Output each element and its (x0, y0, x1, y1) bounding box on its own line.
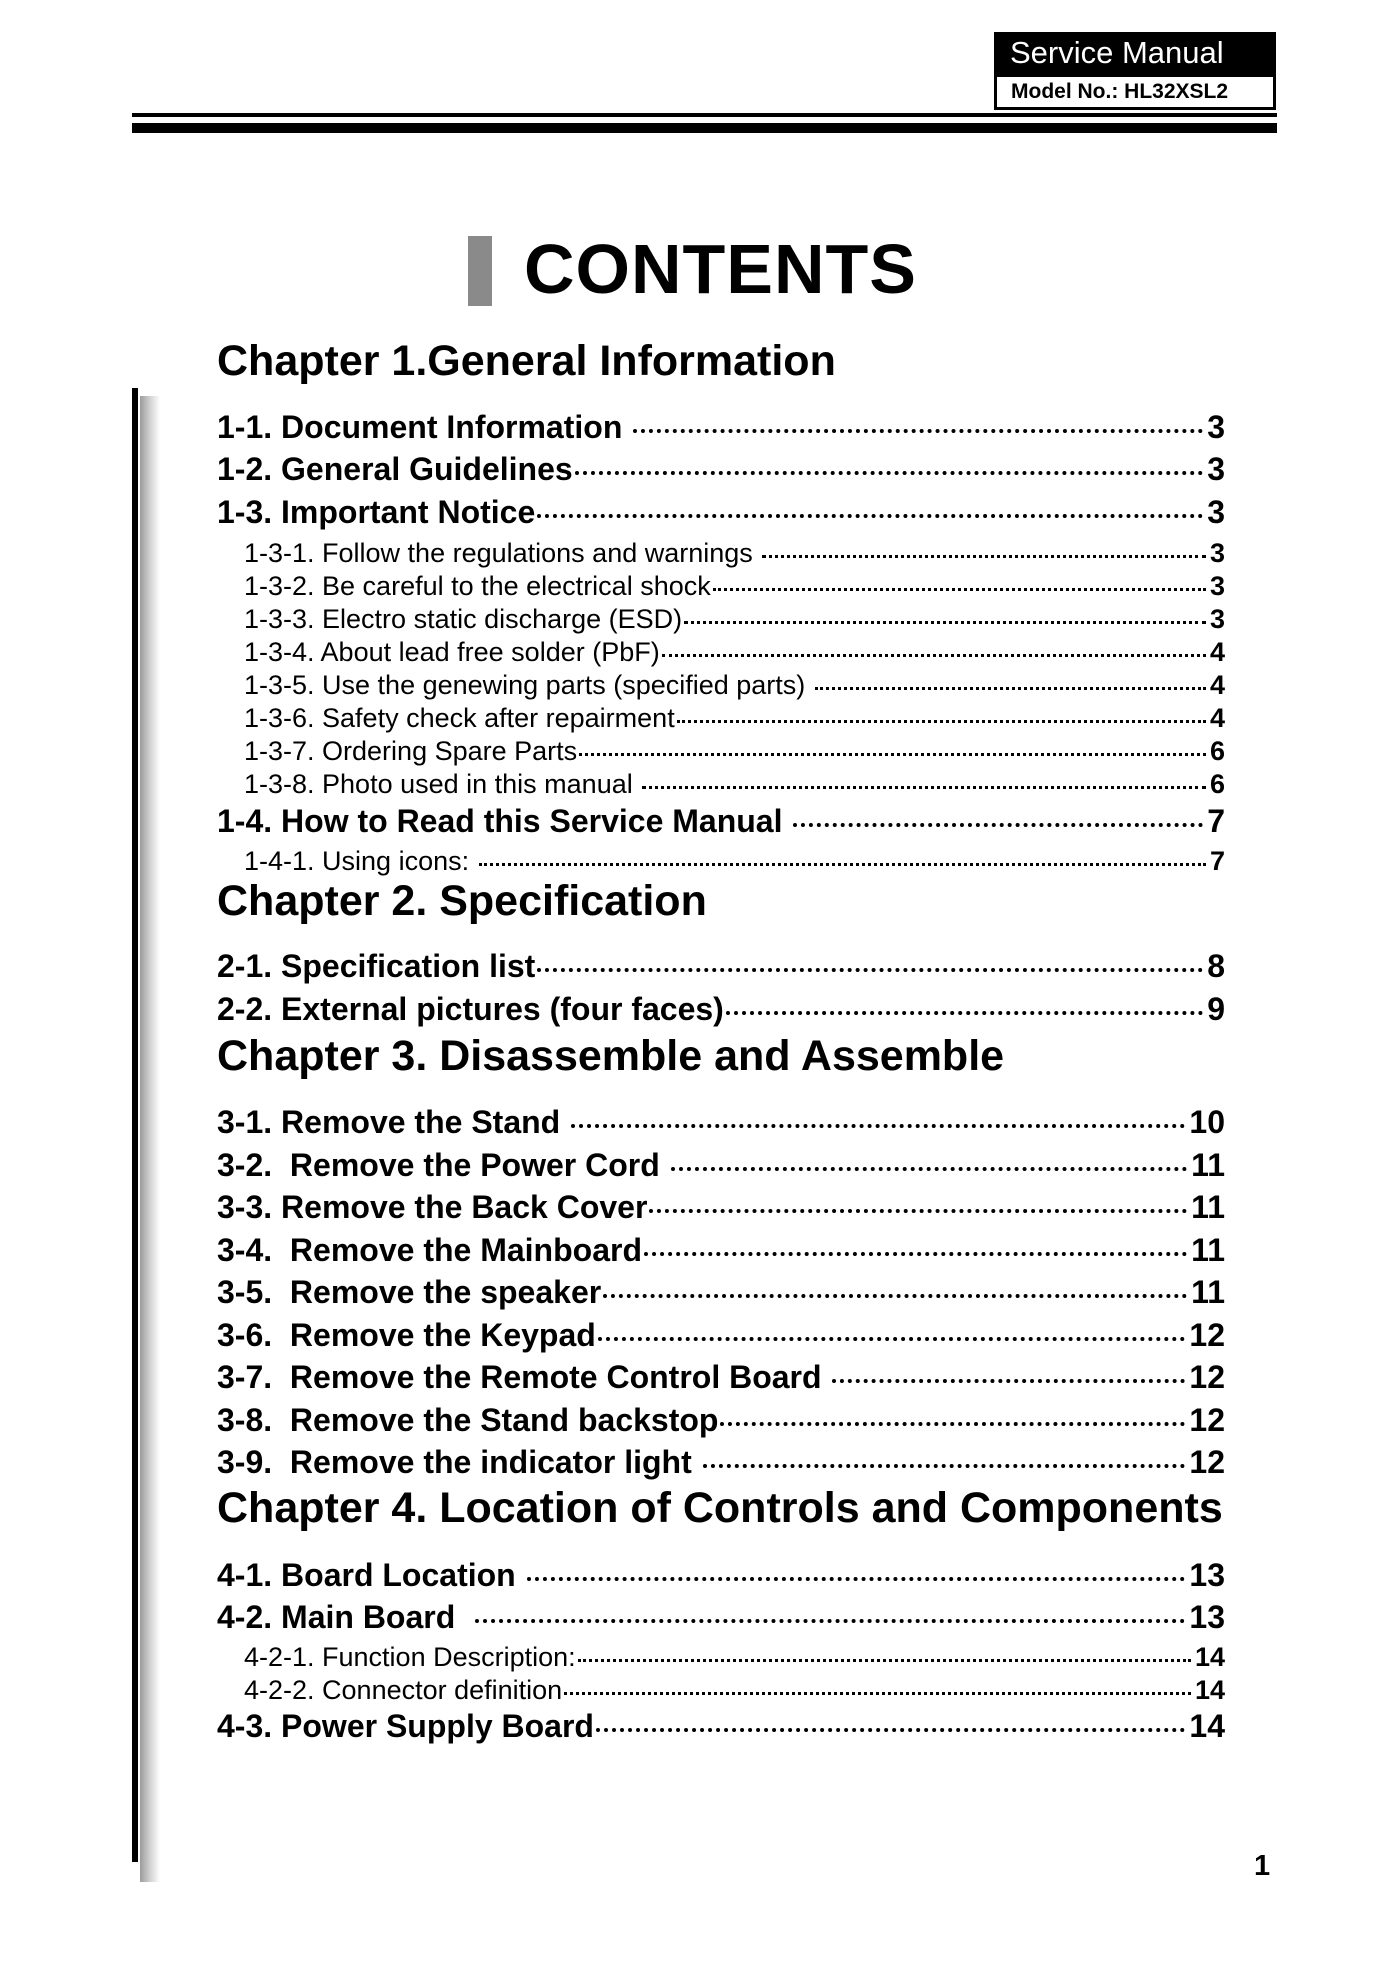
toc-entry[interactable]: 4-2. Main Board 13 (217, 1599, 1225, 1635)
header-rule-thick (132, 123, 1277, 133)
toc-page: 13 (1189, 1557, 1225, 1593)
toc-entry[interactable]: 3-5. Remove the speaker 11 (217, 1274, 1225, 1310)
toc-page: 12 (1189, 1317, 1225, 1353)
toc-subentry[interactable]: 1-3-4. About lead free solder (PbF) 4 (244, 637, 1225, 667)
toc-subentry[interactable]: 4-2-2. Connector definition 14 (244, 1675, 1225, 1705)
toc-entry[interactable]: 2-1. Specification list 8 (217, 948, 1225, 984)
toc-page: 12 (1189, 1359, 1225, 1395)
header-box (994, 32, 1276, 112)
toc-page: 14 (1194, 1675, 1225, 1705)
toc-subentry[interactable]: 1-3-2. Be careful to the electrical shock 3 (244, 571, 1225, 601)
toc-page: 14 (1189, 1708, 1225, 1744)
toc-entry[interactable]: 3-8. Remove the Stand backstop 12 (217, 1402, 1225, 1438)
header-rule-thin (132, 113, 1277, 117)
toc-page: 7 (1207, 803, 1225, 839)
header-label: Service Manual (994, 32, 1276, 74)
toc-page: 14 (1194, 1642, 1225, 1672)
toc-page: 6 (1209, 736, 1225, 766)
toc-entry[interactable]: 1-3. Important Notice 3 (217, 494, 1225, 530)
toc-subentry[interactable]: 1-3-6. Safety check after repairment 4 (244, 703, 1225, 733)
toc-page: 3 (1207, 451, 1225, 487)
toc-page: 12 (1189, 1444, 1225, 1480)
toc-page: 3 (1207, 494, 1225, 530)
chapter-heading: Chapter 4. Location of Controls and Components (217, 1484, 1223, 1532)
toc-page: 11 (1191, 1147, 1225, 1183)
toc-entry[interactable]: 1-2. General Guidelines 3 (217, 451, 1225, 487)
toc-page: 3 (1209, 538, 1225, 568)
toc-subentry[interactable]: 1-3-8. Photo used in this manual 6 (244, 769, 1225, 799)
chapter-heading: Chapter 1.General Information (217, 337, 836, 385)
margin-shadow (140, 396, 160, 1882)
toc-page: 4 (1209, 670, 1225, 700)
toc-entry[interactable]: 3-1. Remove the Stand 10 (217, 1104, 1225, 1140)
toc-page: 11 (1191, 1189, 1225, 1225)
toc-entry[interactable]: 3-9. Remove the indicator light 12 (217, 1444, 1225, 1480)
toc-page: 10 (1189, 1104, 1225, 1140)
toc-entry[interactable]: 2-2. External pictures (four faces) 9 (217, 991, 1225, 1027)
toc-page: 11 (1191, 1232, 1225, 1268)
page-title-text: CONTENTS (524, 230, 917, 308)
toc-page: 11 (1191, 1274, 1225, 1310)
toc-entry[interactable]: 4-3. Power Supply Board 14 (217, 1708, 1225, 1744)
toc-page: 6 (1209, 769, 1225, 799)
toc-subentry[interactable]: 4-2-1. Function Description: 14 (244, 1642, 1225, 1672)
toc-entry[interactable]: 4-1. Board Location 13 (217, 1557, 1225, 1593)
toc-subentry[interactable]: 1-3-5. Use the genewing parts (specified parts) 4 (244, 670, 1225, 700)
title-marker (468, 236, 492, 306)
model-number: Model No.: HL32XSL2 (994, 74, 1276, 110)
toc-page: 8 (1207, 948, 1225, 984)
toc-page: 7 (1209, 846, 1225, 876)
toc-page: 4 (1209, 637, 1225, 667)
chapter-heading: Chapter 2. Specification (217, 877, 707, 925)
toc-entry[interactable]: 1-4. How to Read this Service Manual 7 (217, 803, 1225, 839)
toc-page: 13 (1189, 1599, 1225, 1635)
margin-bar (132, 388, 138, 1862)
toc-subentry[interactable]: 1-3-1. Follow the regulations and warnings 3 (244, 538, 1225, 568)
toc-subentry[interactable]: 1-3-3. Electro static discharge (ESD) 3 (244, 604, 1225, 634)
chapter-heading: Chapter 3. Disassemble and Assemble (217, 1032, 1005, 1080)
toc-subentry[interactable]: 1-4-1. Using icons: 7 (244, 846, 1225, 876)
toc-entry[interactable]: 3-7. Remove the Remote Control Board 12 (217, 1359, 1225, 1395)
toc-entry[interactable]: 1-1. Document Information 3 (217, 409, 1225, 445)
toc-page: 4 (1209, 703, 1225, 733)
toc-entry[interactable]: 3-6. Remove the Keypad 12 (217, 1317, 1225, 1353)
toc-entry[interactable]: 3-3. Remove the Back Cover 11 (217, 1189, 1225, 1225)
toc-page: 3 (1209, 604, 1225, 634)
toc-page: 3 (1207, 409, 1225, 445)
toc-page: 12 (1189, 1402, 1225, 1438)
toc-entry[interactable]: 3-4. Remove the Mainboard 11 (217, 1232, 1225, 1268)
toc-subentry[interactable]: 1-3-7. Ordering Spare Parts 6 (244, 736, 1225, 766)
toc-page: 3 (1209, 571, 1225, 601)
page-number: 1 (1254, 1850, 1271, 1882)
toc-entry[interactable]: 3-2. Remove the Power Cord 11 (217, 1147, 1225, 1183)
toc-page: 9 (1207, 991, 1225, 1027)
